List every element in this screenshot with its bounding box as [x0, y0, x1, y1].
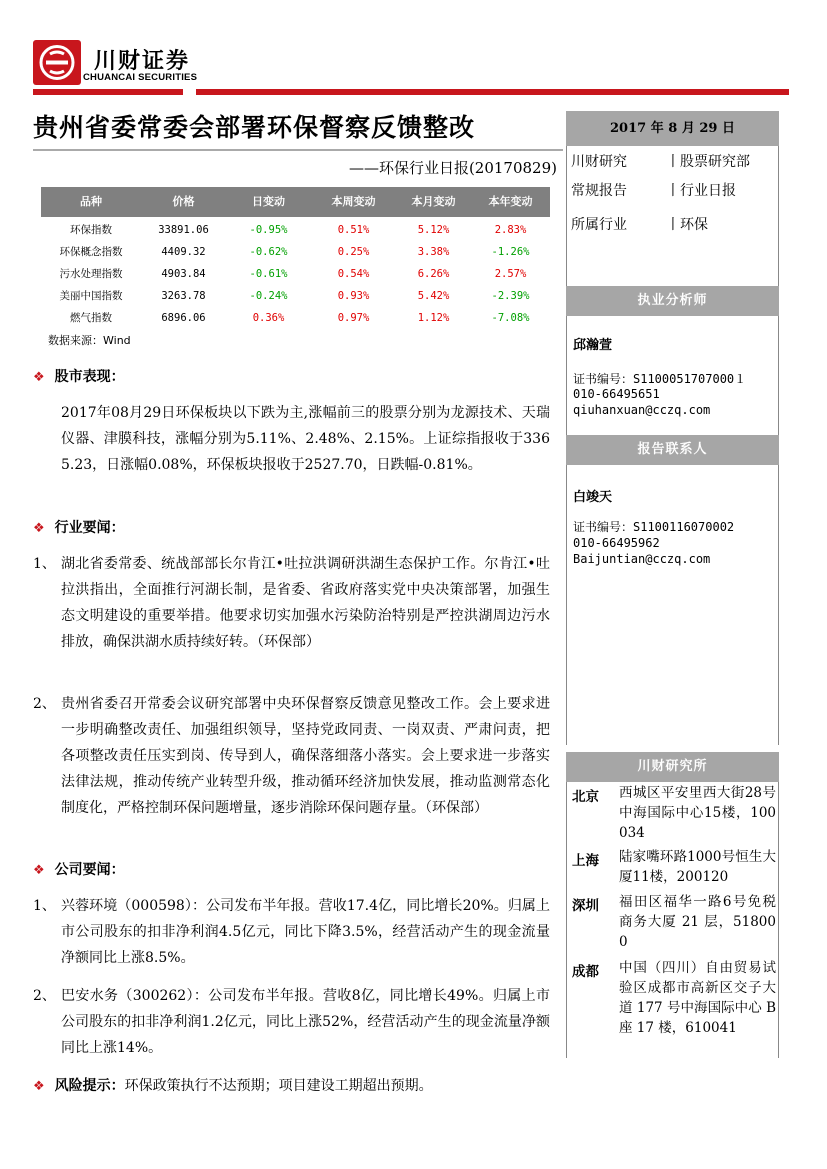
office-address: 西城区平安里西大街28号中海国际中心15楼，100034 [619, 785, 776, 841]
analyst-cert: 证书编号：S1100051707000１ [573, 372, 747, 386]
table-row [41, 263, 550, 285]
index-month-change: 3.38% [417, 246, 450, 258]
logo-mark-icon [33, 40, 81, 85]
office-address: 陆家嘴环路1000号恒生大厦11楼，200120 [619, 849, 776, 885]
table-row [41, 307, 550, 329]
index-name: 环保概念指数 [59, 246, 123, 258]
index-day-change: -0.24% [249, 290, 288, 302]
meta-value: 丨环保 [666, 217, 708, 233]
table-header-cell: 本月变动 [411, 195, 456, 208]
table-header-cell: 本周变动 [331, 195, 376, 208]
index-month-change: 6.26% [417, 268, 450, 280]
index-month-change: 5.12% [417, 224, 450, 236]
meta-row [571, 151, 750, 171]
industry-section-heading: ❖ 行业要闻： [33, 520, 125, 536]
table-row [41, 219, 550, 241]
company-news-item: 兴蓉环境（000598）：公司发布半年报。营收17.4亿，同比增长20%。归属上市公司股东的扣非净利润4.5亿元，同比下降3.5%，经营活动产生的现金流量净额同比上涨8.5%。 [61, 898, 550, 966]
analyst-name: 邱瀚萱 [573, 338, 613, 353]
office-city: 成都 [572, 964, 599, 980]
index-name: 污水处理指数 [59, 268, 123, 280]
index-name: 燃气指数 [70, 312, 112, 324]
list-item-number: 1、 [33, 556, 56, 572]
contact-box [566, 465, 779, 745]
index-week-change: 0.93% [337, 290, 370, 302]
title-divider [33, 149, 563, 151]
report-title: 贵州省委常委会部署环保督察反馈整改 [33, 113, 476, 142]
index-week-change: 0.51% [337, 224, 370, 236]
index-price: 6896.06 [161, 312, 206, 324]
contact-heading: 报告联系人 [566, 435, 779, 465]
company-news-item: 巴安水务（300262）：公司发布半年报。营收8亿，同比增长49%。归属上市公司股东的扣非净利润1.2亿元，同比上涨52%，经营活动产生的现金流量净额同比上涨14%。 [61, 988, 550, 1056]
meta-key: 常规报告 [571, 183, 627, 199]
index-day-change: -0.61% [249, 268, 288, 280]
meta-key: 川财研究 [571, 154, 627, 170]
meta-value: 丨行业日报 [666, 183, 736, 199]
header-rule-right [196, 89, 789, 95]
header-rule-left [33, 89, 183, 95]
index-year-change: 2.57% [494, 268, 527, 280]
contact-name: 白竣天 [573, 490, 613, 505]
index-week-change: 0.97% [337, 312, 370, 324]
index-price: 4903.84 [161, 268, 206, 280]
table-header-cell: 价格 [172, 195, 195, 208]
diamond-bullet-icon: ❖ [33, 1079, 45, 1094]
report-subtitle: ——环保行业日报(20170829) [348, 159, 557, 177]
index-price: 33891.06 [158, 224, 209, 236]
data-source-note: 数据来源：Wind [48, 334, 131, 347]
table-header-cell: 品种 [80, 195, 102, 208]
diamond-bullet-icon: ❖ [33, 370, 45, 385]
index-name: 美丽中国指数 [59, 290, 123, 302]
office-city: 上海 [572, 853, 599, 869]
index-year-change: -7.08% [491, 312, 530, 324]
list-item-number: 2、 [33, 696, 56, 712]
index-name: 环保指数 [70, 224, 112, 236]
index-day-change: 0.36% [252, 312, 285, 324]
index-year-change: -1.26% [491, 246, 530, 258]
index-month-change: 5.42% [417, 290, 450, 302]
analyst-email[interactable]: qiuhanxuan@cczq.com [573, 403, 711, 417]
contact-phone: 010-66495962 [573, 536, 660, 550]
contact-email[interactable]: Baijuntian@cczq.com [573, 552, 711, 566]
office-city: 北京 [572, 789, 599, 805]
company-section-heading: ❖ 公司要闻： [33, 862, 125, 878]
index-price: 4409.32 [161, 246, 206, 258]
office-city: 深圳 [572, 898, 599, 914]
index-day-change: -0.95% [249, 224, 288, 236]
analyst-phone: 010-66495651 [573, 387, 660, 401]
index-year-change: -2.39% [491, 290, 530, 302]
report-date: 2017 年 8 月 29 日 [610, 121, 735, 136]
industry-news-item: 贵州省委召开常委会议研究部署中央环保督察反馈意见整改工作。会上要求进一步明确整改责任、加强组织领导，坚持党政同责、一岗双责、严肃问责，把各项整改责任压实到岗、传导到人，确保落细落小落实。会上要求进一步落实法律法规，推动传统产业转型升级，推动循环经济加快发展，推动监测常态化制度化，严格控制环保问题增量，逐步消除环保问题存量。（环保部） [61, 696, 550, 816]
meta-key: 所属行业 [571, 217, 627, 233]
list-item-number: 1、 [33, 898, 56, 914]
market-summary-paragraph: 2017年08月29日环保板块以下跌为主,涨幅前三的股票分别为龙源技术、天瑞仪器、津膜科技，涨幅分别为5.11%、2.48%、2.15%。上证综指报收于3365.23，日涨幅0.08%，环保板块报收于2527.70，日跌幅-0.81%。 [61, 405, 550, 473]
office-address: 福田区福华一路6号免税商务大厦 21 层，518000 [619, 894, 776, 950]
index-day-change: -0.62% [249, 246, 288, 258]
office-address: 中国（四川）自由贸易试验区成都市高新区交子大道 177 号中海国际中心 B 座 17 楼，610041 [619, 960, 776, 1036]
analyst-heading: 执业分析师 [566, 286, 779, 316]
index-month-change: 1.12% [417, 312, 450, 324]
diamond-bullet-icon: ❖ [33, 863, 45, 878]
index-week-change: 0.54% [337, 268, 370, 280]
diamond-bullet-icon: ❖ [33, 521, 45, 536]
index-year-change: 2.83% [494, 224, 527, 236]
brand-name-en: CHUANCAI SECURITIES [83, 72, 198, 83]
meta-row [571, 214, 708, 234]
list-item-number: 2、 [33, 988, 56, 1004]
meta-row [571, 180, 736, 200]
table-header-cell: 本年变动 [488, 195, 533, 208]
meta-value: 丨股票研究部 [666, 154, 750, 170]
risk-warning: ❖ 风险提示：环保政策执行不达预期；项目建设工期超出预期。 [33, 1078, 433, 1094]
industry-news-item: 湖北省委常委、统战部部长尔肯江•吐拉洪调研洪湖生态保护工作。尔肯江•吐拉洪指出，全面推行河湖长制，是省委、省政府落实党中央决策部署，加强生态文明建设的重要举措。他要求切实加强水污染防治特别是严控洪湖周边污水排放，确保洪湖水质持续好转。（环保部） [61, 556, 550, 650]
brand-name-cn: 川财证券 [94, 49, 191, 74]
risk-warning-text: 环保政策执行不达预期；项目建设工期超出预期。 [124, 1078, 433, 1094]
institute-heading: 川财研究所 [566, 752, 779, 782]
table-row [41, 241, 550, 263]
market-section-heading: ❖ 股市表现： [33, 369, 125, 385]
market-table-header [41, 187, 550, 217]
company-logo [33, 40, 81, 85]
index-price: 3263.78 [161, 290, 206, 302]
contact-cert: 证书编号：S1100116070002 [573, 520, 735, 534]
table-row [41, 285, 550, 307]
table-header-cell: 日变动 [252, 195, 285, 208]
index-week-change: 0.25% [337, 246, 370, 258]
